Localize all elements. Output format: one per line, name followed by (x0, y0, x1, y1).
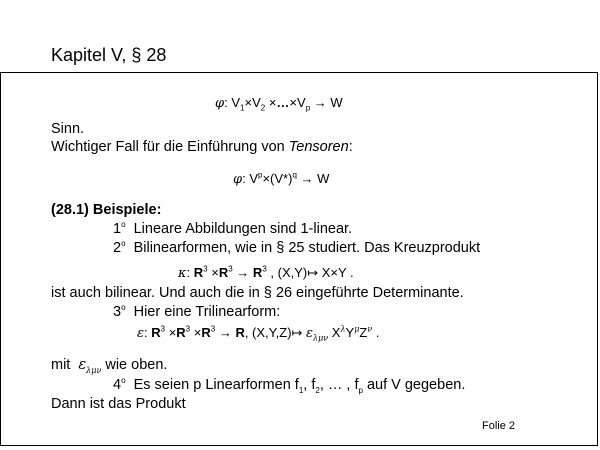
r-space: R (252, 265, 263, 280)
examples-heading: (28.1) Beispiele: (51, 202, 162, 218)
r-space: R (151, 325, 161, 340)
y-variable: Y (345, 325, 355, 340)
item-text: , … , f (319, 377, 359, 393)
dann-line: Dann ist das Produkt (51, 396, 186, 412)
sinn-line: Sinn. (51, 121, 85, 137)
formula-colon: : (143, 325, 152, 340)
ellipsis: … (276, 95, 290, 110)
slide-title: Kapitel V, § 28 (51, 45, 167, 65)
formula-cross-product (178, 264, 354, 282)
exponent: 3 (160, 324, 166, 334)
r-space: R (176, 325, 186, 340)
arrow-symbol: → (313, 95, 327, 110)
formula-colon: : (224, 95, 228, 110)
v1: V (231, 95, 241, 110)
formula2-dual: ×(V*) (262, 171, 293, 186)
times-symbol: × (268, 95, 277, 110)
wichtig-line (51, 139, 353, 156)
times-symbol: × (211, 265, 219, 280)
item-text: Bilinearformen, wie in § 25 studiert. Das Kreuzprodukt (133, 240, 481, 256)
r-space: R (218, 265, 229, 280)
r-space: R (193, 265, 204, 280)
times-symbol: × (168, 325, 177, 340)
wichtig-text: Wichtiger Fall für die Einführung von (51, 139, 289, 155)
exponent: 3 (185, 324, 191, 334)
arrow-symbol: → (218, 325, 232, 340)
kappa-symbol: κ (178, 266, 187, 281)
ordinal-mark: o (121, 220, 126, 230)
item-number: 3 (113, 304, 122, 320)
phi-symbol: φ (215, 96, 225, 111)
arrow-symbol: → (236, 265, 250, 280)
example-item-4 (113, 377, 465, 394)
tensoren-word: Tensoren (288, 139, 349, 155)
epsilon-index: λμν (313, 333, 329, 343)
vp: V (297, 95, 306, 110)
item-text: auf V gegeben. (362, 377, 466, 393)
phi-symbol: φ (233, 172, 243, 187)
ordinal-mark: o (121, 376, 126, 386)
tri-map-text: , (X,Y,Z)↦ (244, 325, 307, 340)
index-mu: μ (354, 324, 360, 334)
f-index: 1 (298, 385, 304, 395)
v2: V (252, 95, 261, 110)
exponent: 3 (203, 264, 208, 274)
z-variable: Z (359, 325, 368, 340)
vp-index: p (305, 103, 311, 113)
r-space: R (235, 325, 245, 340)
r-space: R (201, 325, 211, 340)
example-item-3 (113, 304, 280, 321)
item-number: 4 (113, 377, 122, 393)
times-symbol: × (244, 95, 253, 110)
exponent: 3 (228, 264, 233, 274)
formula-period: . (372, 325, 380, 340)
item-number: 1 (113, 221, 122, 237)
example-item-2 (113, 240, 480, 257)
epsilon-symbol: ε (306, 326, 314, 341)
f-index: 2 (315, 385, 320, 395)
cross-map-text: , (X,Y)↦ X×Y . (270, 265, 354, 280)
ordinal-mark: o (121, 239, 126, 249)
formula-tensor-map (233, 170, 329, 188)
bilinear-line: ist auch bilinear. Und auch die in § 26 eingeführte Determinante. (51, 285, 464, 301)
item-text: , f (303, 377, 316, 393)
v2-index: 2 (260, 103, 266, 113)
x-variable: X (328, 325, 341, 340)
formula-multilinear-map (215, 94, 343, 112)
exponent-q: q (292, 170, 297, 180)
slide-number: Folie 2 (482, 420, 516, 432)
formula-colon: : (186, 265, 194, 280)
example-item-1 (113, 221, 352, 238)
times-symbol: × (193, 325, 202, 340)
ordinal-mark: o (121, 303, 126, 313)
mit-line (51, 357, 167, 374)
w-space: W (330, 95, 343, 110)
item-text: Es seien p Linearformen f (133, 377, 299, 393)
wichtig-colon: : (348, 139, 353, 155)
item-text: Hier eine Trilinearform: (133, 304, 281, 320)
item-number: 2 (113, 240, 122, 256)
epsilon-symbol: ε (78, 357, 87, 373)
w-space: W (317, 171, 330, 186)
epsilon-symbol: ε (137, 326, 144, 341)
item-text: Lineare Abbildungen sind 1-linear. (133, 221, 353, 237)
index-lambda: λ (340, 324, 346, 334)
index-nu: ν (367, 324, 373, 334)
exponent: 3 (262, 264, 267, 274)
times-symbol: × (289, 95, 298, 110)
exponent-p: p (258, 170, 263, 180)
v1-index: 1 (240, 103, 245, 113)
formula2-v: : V (242, 171, 259, 186)
mit-text: wie oben. (101, 357, 168, 373)
exponent: 3 (210, 324, 216, 334)
arrow-symbol: → (300, 171, 314, 186)
epsilon-index: λμν (86, 365, 102, 375)
f-index: p (358, 385, 363, 395)
mit-word: mit (51, 357, 75, 373)
formula-trilinear (137, 324, 379, 342)
